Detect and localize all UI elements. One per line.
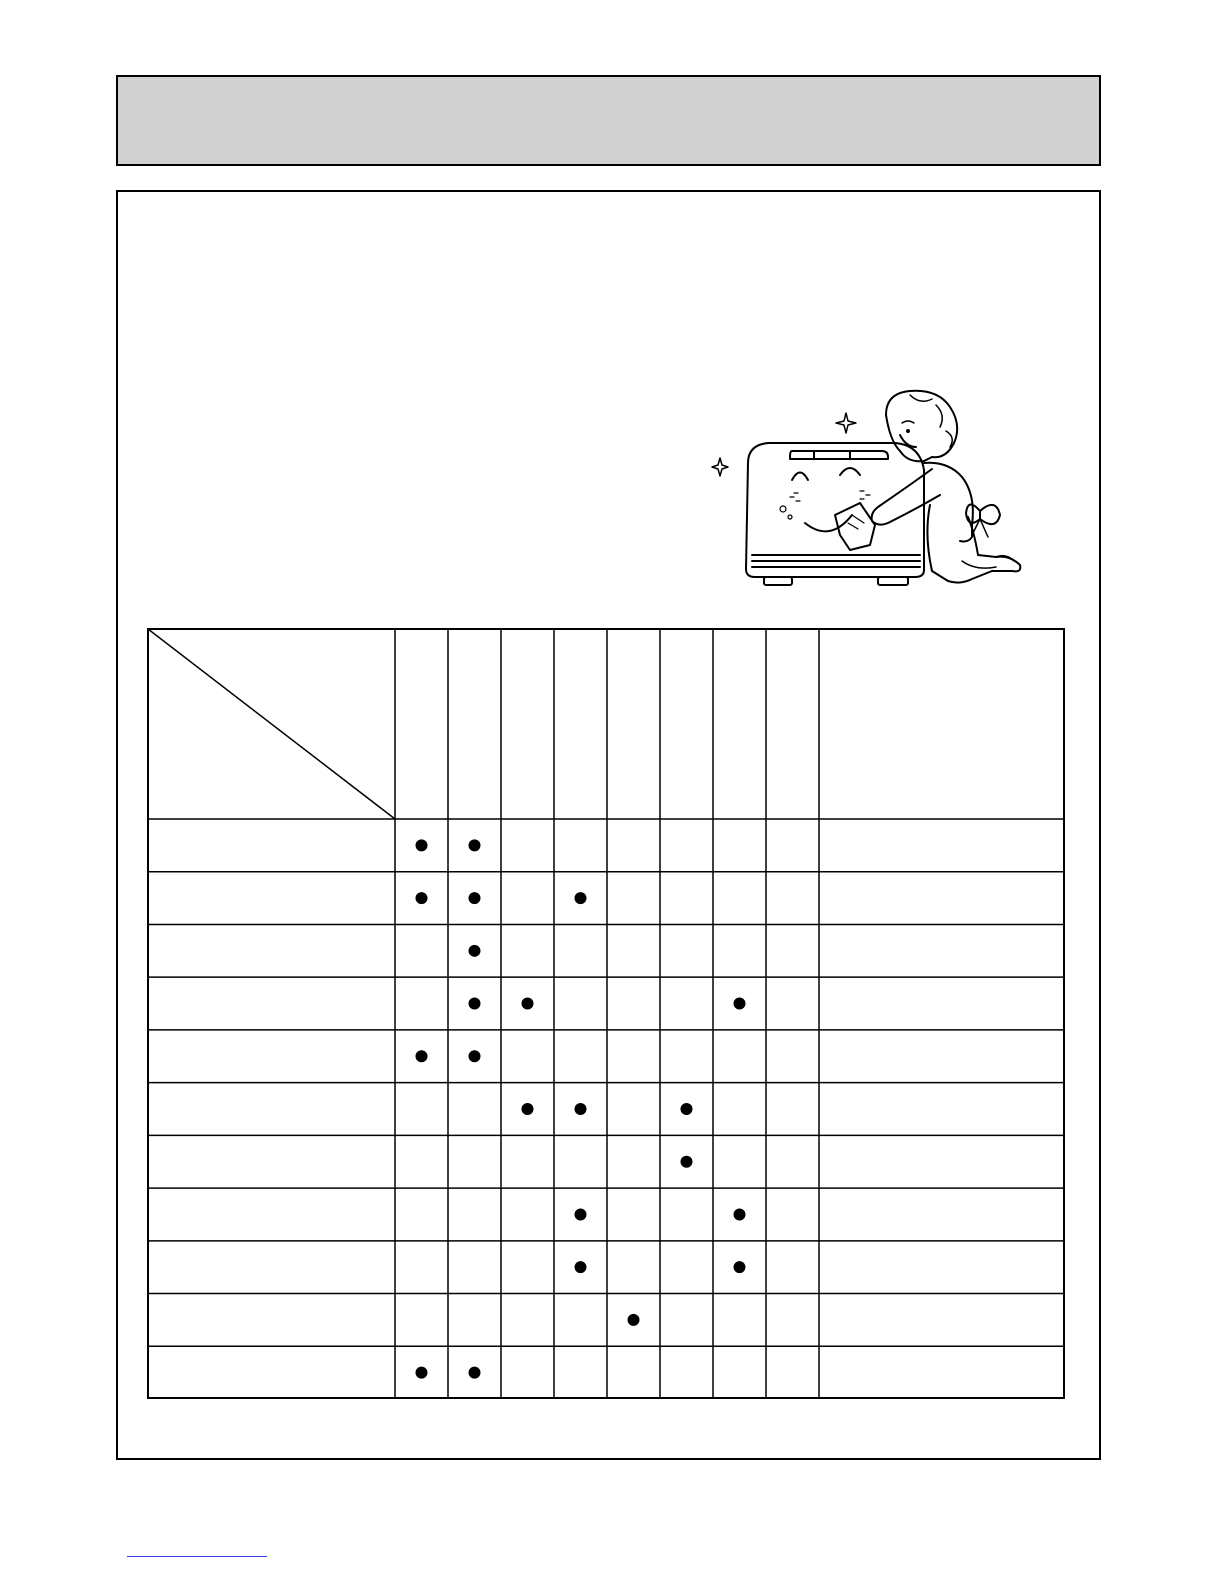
check-dot	[469, 892, 481, 904]
table-border	[148, 629, 1064, 1398]
check-dot	[416, 1367, 428, 1379]
check-dot	[416, 892, 428, 904]
inspection-table	[147, 628, 1065, 1399]
check-dot	[575, 1261, 587, 1273]
header-bar	[116, 75, 1101, 166]
check-dot	[416, 1050, 428, 1062]
bottom-link-underline	[127, 1556, 267, 1557]
check-dot	[681, 1103, 693, 1115]
inspection-table-grid	[147, 628, 1065, 1399]
check-dot	[469, 1050, 481, 1062]
check-dot	[469, 998, 481, 1010]
check-dot	[734, 1208, 746, 1220]
check-dot	[734, 998, 746, 1010]
check-dot	[575, 1208, 587, 1220]
check-dot	[628, 1314, 640, 1326]
check-dot	[522, 1103, 534, 1115]
check-dot	[575, 892, 587, 904]
check-dot	[469, 1367, 481, 1379]
check-dot	[469, 839, 481, 851]
person-cleaning-appliance-illustration	[710, 385, 1030, 600]
check-dot	[416, 839, 428, 851]
check-dot	[522, 998, 534, 1010]
check-dot	[575, 1103, 587, 1115]
check-dot	[469, 945, 481, 957]
check-dot	[681, 1156, 693, 1168]
header-diagonal	[148, 629, 395, 819]
check-dot	[734, 1261, 746, 1273]
